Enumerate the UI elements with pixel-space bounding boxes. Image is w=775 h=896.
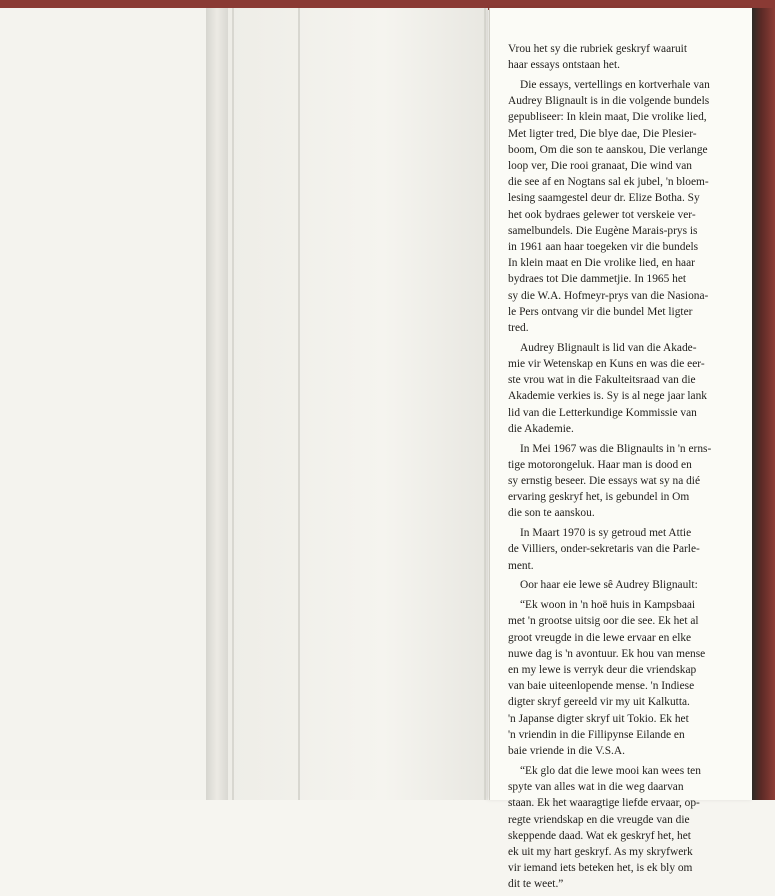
text-line: die Akademie. — [508, 422, 574, 435]
text-line: Die essays, vertellings en kortverhale van — [520, 79, 710, 91]
text-line: Akademie verkies is. Sy is al nege jaar lank — [508, 390, 707, 403]
text-line: 'n vriendin in die Fillipynse Eilande en — [508, 728, 685, 741]
page-crease — [298, 8, 300, 800]
text-line: In Mei 1967 was die Blignaults in 'n erns- — [520, 442, 712, 455]
middle-endpaper — [228, 8, 488, 800]
flap-body-text — [508, 41, 740, 896]
text-line: en my lewe is verryk deur die vriendskap — [508, 664, 697, 677]
text-line: In Maart 1970 is sy getroud met Attie — [520, 527, 692, 540]
text-line: ment. — [508, 559, 534, 572]
left-endpaper — [0, 8, 208, 800]
text-line: baie vriende in die V.S.A. — [508, 745, 625, 758]
text-line: boom, Om die son te aanskou, Die verlange — [508, 143, 708, 156]
text-line: nuwe dag is 'n avontuur. Ek hou van mense — [508, 647, 706, 660]
spine-gutter — [206, 8, 228, 800]
flap-paragraph — [508, 41, 740, 73]
page-crease — [232, 8, 234, 800]
text-line: Audrey Blignault is lid van die Akade- — [520, 341, 697, 354]
text-line: van baie uiteenlopende mense. 'n Indiese — [508, 680, 695, 693]
text-line: Audrey Blignault is in die volgende bundels — [508, 95, 710, 108]
text-line: vir iemand iets beteken het, is ek bly om — [508, 862, 693, 875]
text-line: lid van die Letterkundige Kommissie van — [508, 406, 697, 419]
text-line: In klein maat en Die vrolike lied, en haar — [508, 257, 695, 270]
cover-edge-right — [752, 8, 775, 800]
text-line: tige motorongeluk. Haar man is dood en — [508, 458, 692, 471]
text-line: le Pers ontvang vir die bundel Met ligter — [508, 305, 693, 318]
text-line: tred. — [508, 322, 529, 335]
flap-paragraph — [508, 340, 740, 437]
text-line: ste vrou wat in die Fakulteitsraad van die — [508, 374, 696, 387]
text-line: ervaring geskryf het, is gebundel in Om — [508, 491, 690, 504]
text-line: 'n Japanse digter skryf uit Tokio. Ek het — [508, 712, 689, 725]
text-line: skeppende daad. Wat ek geskryf het, het — [508, 829, 691, 842]
text-line: Vrou het sy die rubriek geskryf waaruit — [508, 43, 687, 55]
text-line: groot vreugde in die lewe ervaar en elke — [508, 631, 692, 644]
text-line: spyte van alles wat in die weg daarvan — [508, 781, 684, 794]
page-crease — [484, 8, 486, 800]
text-line: regte vriendskap en die vreugde van die — [508, 813, 690, 826]
text-line: “Ek woon in 'n hoë huis in Kampsbaai — [520, 599, 696, 612]
text-line: lesing saamgestel deur dr. Elize Botha. Sy — [508, 192, 700, 205]
text-line: bydraes tot Die dammetjie. In 1965 het — [508, 273, 687, 286]
text-line: staan. Ek het waaragtige liefde ervaar, op- — [508, 797, 700, 810]
text-line: sy die W.A. Hofmeyr-prys van die Nasiona- — [508, 289, 709, 302]
text-line: Met ligter tred, Die blye dae, Die Plesier- — [508, 127, 697, 140]
text-line: die see af en Nogtans sal ek jubel, 'n bloem- — [508, 176, 709, 189]
flap-paragraph — [508, 525, 740, 574]
text-line: gepubliseer: In klein maat, Die vrolike lied, — [508, 111, 707, 124]
text-line: de Villiers, onder-sekretaris van die Parle- — [508, 543, 700, 556]
text-line: in 1961 aan haar toegeken vir die bundels — [508, 241, 699, 254]
text-line: dit te weet.” — [508, 878, 564, 891]
text-line: mie vir Wetenskap en Kuns en was die eer- — [508, 358, 705, 371]
text-line: digter skryf gereeld vir my uit Kalkutta. — [508, 696, 690, 709]
text-line: met 'n grootse uitsig oor die see. Ek het al — [508, 615, 699, 628]
text-line: samelbundels. Die Eugène Marais-prys is — [508, 224, 698, 237]
text-line: Oor haar eie lewe sê Audrey Blignault: — [520, 579, 698, 592]
text-line: die son te aanskou. — [508, 507, 595, 520]
flap-paragraph — [508, 577, 740, 593]
text-line: ek uit my hart geskryf. As my skryfwerk — [508, 845, 693, 858]
flap-paragraph — [508, 597, 740, 759]
text-line: sy ernstig beseer. Die essays wat sy na dié — [508, 475, 701, 488]
flap-paragraph — [508, 441, 740, 522]
flap-paragraph — [508, 763, 740, 893]
text-line: “Ek glo dat die lewe mooi kan wees ten — [520, 764, 701, 777]
flap-paragraph — [508, 77, 740, 336]
text-line: haar essays ontstaan het. — [508, 59, 620, 72]
text-line: loop ver, Die rooi granaat, Die wind van — [508, 160, 692, 173]
text-line: het ook bydraes gelewer tot verskeie ver- — [508, 208, 696, 221]
